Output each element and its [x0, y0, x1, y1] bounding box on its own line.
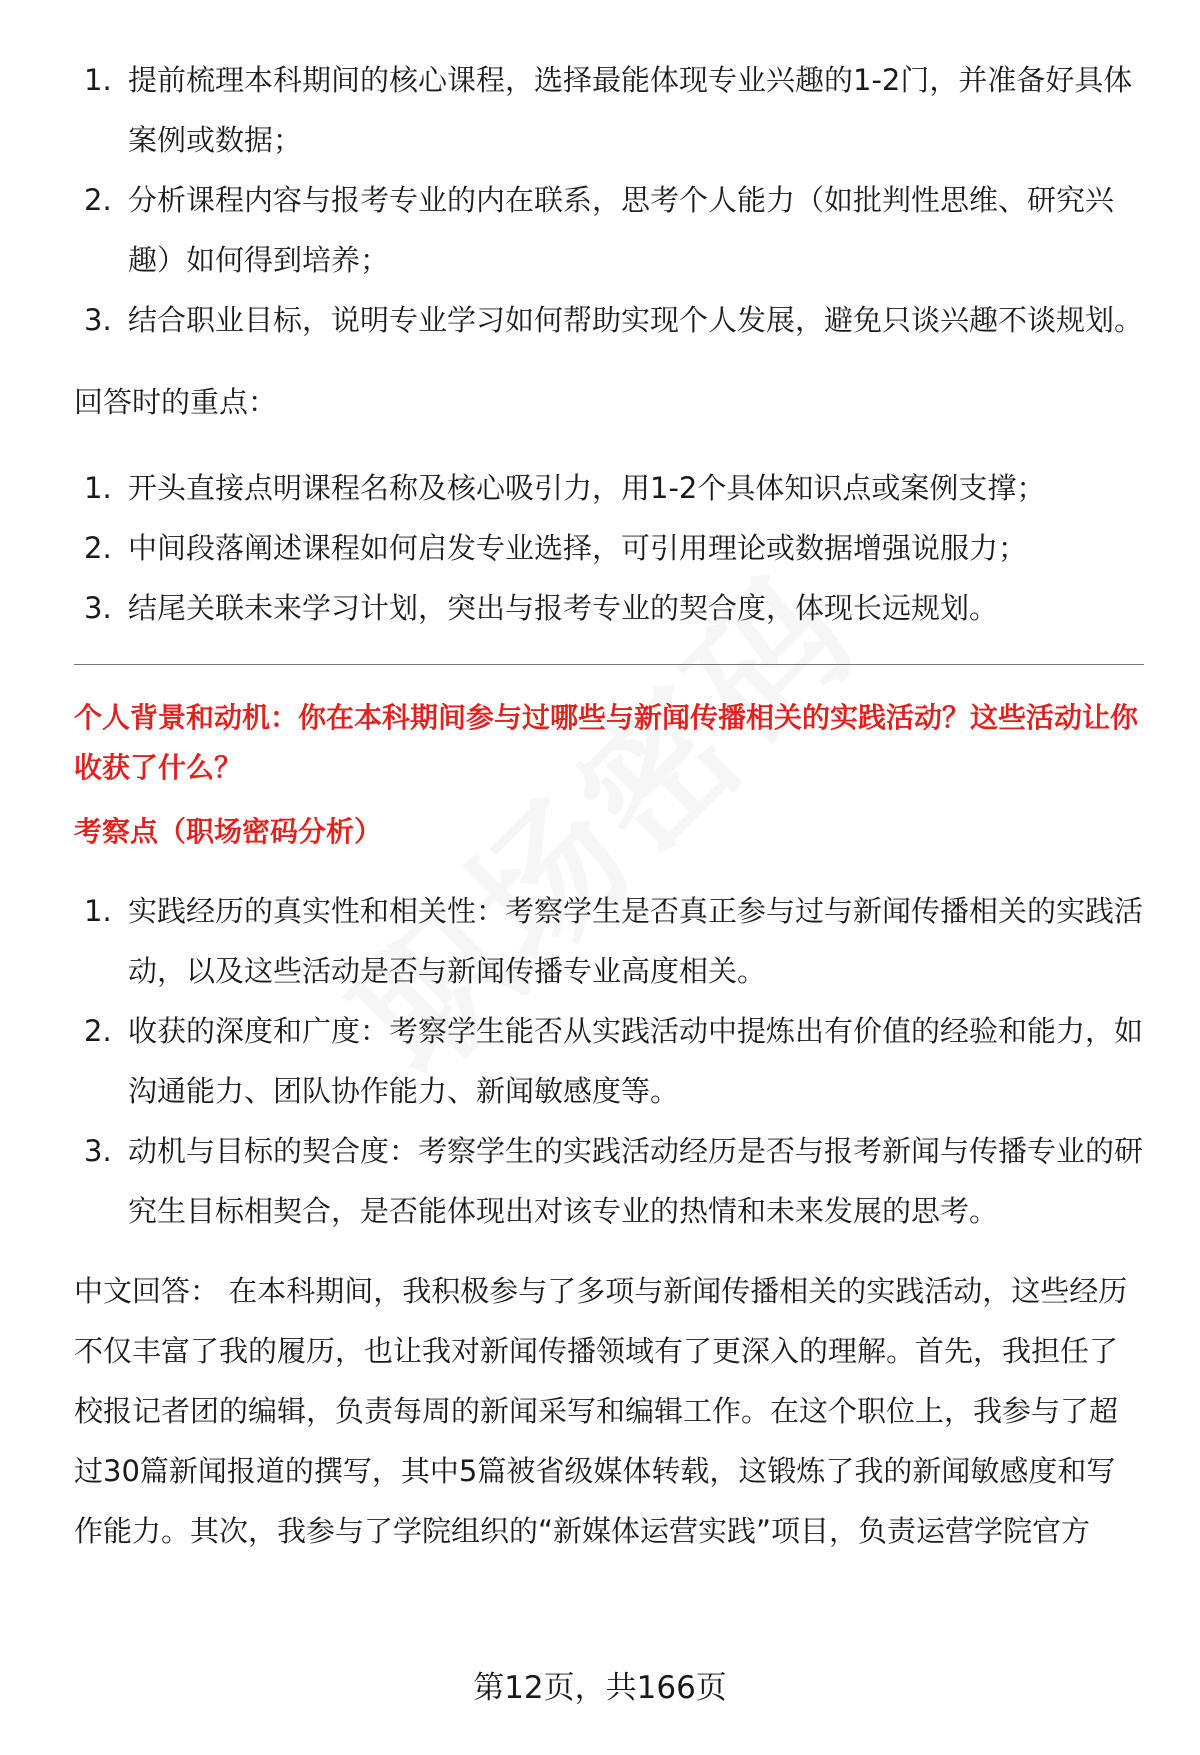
- question-heading: 个人背景和动机：你在本科期间参与过哪些与新闻传播相关的实践活动？这些活动让你收获了什么？: [74, 701, 1139, 784]
- list-number: 2.: [84, 183, 112, 217]
- list-number: 2.: [84, 531, 112, 565]
- page-content: [74, 50, 1144, 1561]
- list-item-text: 动机与目标的契合度：考察学生的实践活动经历是否与报考新闻与传播专业的研究生目标相契合，是否能体现出对该专业的热情和未来发展的思考。: [128, 1134, 1144, 1228]
- list-number: 1.: [84, 894, 112, 928]
- list-number: 3.: [84, 591, 112, 625]
- section-divider: [74, 664, 1144, 665]
- list-number: 1.: [84, 471, 112, 505]
- list-item: [74, 1121, 1144, 1241]
- list-number: 2.: [84, 1014, 112, 1048]
- list-item: [74, 578, 1144, 638]
- exam-points-list: [74, 881, 1144, 1241]
- list-item-text: 结合职业目标，说明专业学习如何帮助实现个人发展，避免只谈兴趣不谈规划。: [128, 303, 1144, 337]
- list-item-text: 开头直接点明课程名称及核心吸引力，用1-2个具体知识点或案例支撑；: [128, 471, 1046, 505]
- list-item: [74, 290, 1144, 350]
- answer-paragraph: 中文回答： 在本科期间，我积极参与了多项与新闻传播相关的实践活动，这些经历不仅丰富了我的履历，也让我对新闻传播领域有了更深入的理解。首先，我担任了校报记者团的编辑，负责每周的新闻采写和编辑工作。在这个职位上，我参与了超过30篇新闻报道的撰写，其中5篇被省级媒体转载，这锻炼了我的新闻敏感度和写作能力。其次，我参与了学院组织的“新媒体运营实践”项目，负责运营学院官方: [74, 1274, 1128, 1548]
- list-number: 3.: [84, 303, 112, 337]
- list-number: 1.: [84, 63, 112, 97]
- list-item-text: 结尾关联未来学习计划，突出与报考专业的契合度，体现长远规划。: [128, 591, 999, 625]
- list-item-text: 中间段落阐述课程如何启发专业选择，可引用理论或数据增强说服力；: [128, 531, 1028, 565]
- list-item: [74, 458, 1144, 518]
- list-item-text: 收获的深度和广度：考察学生能否从实践活动中提炼出有价值的经验和能力，如沟通能力、团队协作能力、新闻敏感度等。: [128, 1014, 1144, 1108]
- list-item-text: 分析课程内容与报考专业的内在联系，思考个人能力（如批判性思维、研究兴趣）如何得到培养；: [128, 183, 1115, 277]
- list-item: [74, 1001, 1144, 1121]
- list-item: [74, 50, 1144, 170]
- page-footer: 第12页，共166页: [473, 1670, 727, 1706]
- exam-points-title: 考察点（职场密码分析）: [74, 815, 383, 848]
- list-item: [74, 170, 1144, 290]
- answer-focus-list: [74, 458, 1144, 638]
- list-item-text: 提前梳理本科期间的核心课程，选择最能体现专业兴趣的1-2门，并准备好具体案例或数据；: [128, 63, 1133, 157]
- list-item-text: 实践经历的真实性和相关性：考察学生是否真正参与过与新闻传播相关的实践活动，以及这些活动是否与新闻传播专业高度相关。: [128, 894, 1144, 988]
- answer-focus-heading: 回答时的重点：: [74, 385, 278, 419]
- tips-list: [74, 50, 1144, 350]
- list-number: 3.: [84, 1134, 112, 1168]
- list-item: [74, 881, 1144, 1001]
- list-item: [74, 518, 1144, 578]
